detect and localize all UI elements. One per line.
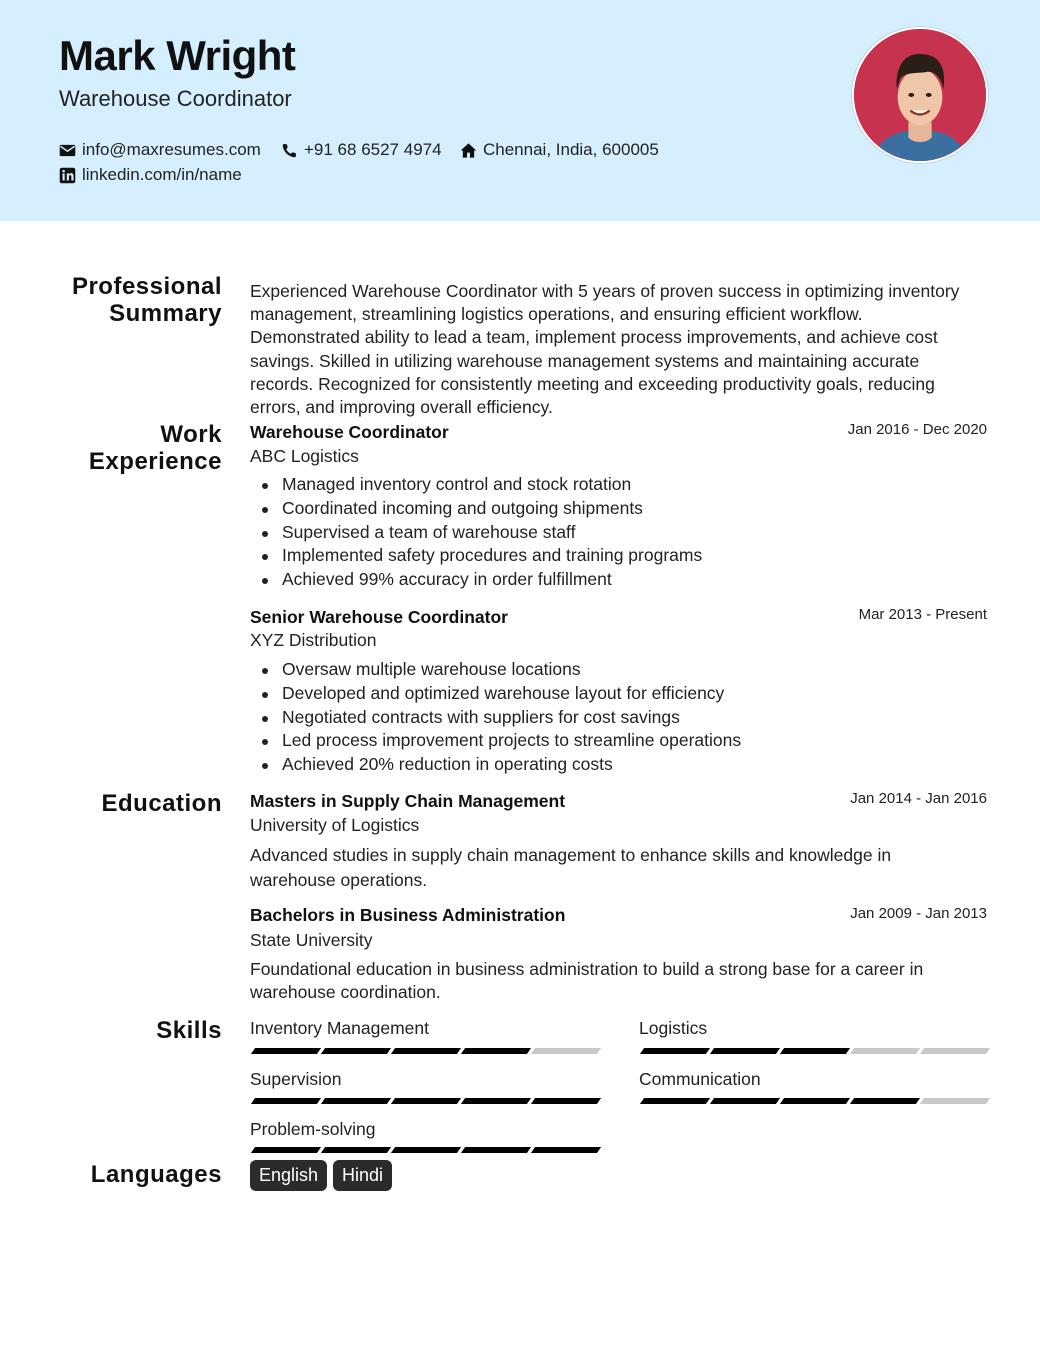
skill-segment-empty (920, 1048, 990, 1054)
job-title: Warehouse Coordinator (250, 422, 449, 442)
skill-name: Communication (639, 1069, 761, 1089)
experience-section-title (89, 421, 222, 475)
skill-segment-filled (780, 1048, 850, 1054)
skill-name: Logistics (639, 1018, 708, 1038)
list-item: Negotiated contracts with suppliers for cost savings (282, 706, 741, 730)
skill-segment-filled (321, 1098, 391, 1104)
experience-title-line: Work (160, 421, 222, 448)
skill-segment-filled (391, 1098, 461, 1104)
list-item: Managed inventory control and stock rotation (282, 473, 702, 497)
list-item: Achieved 20% reduction in operating costs (282, 753, 741, 777)
skill-name: Problem-solving (250, 1119, 376, 1139)
skill-segment-filled (461, 1048, 531, 1054)
skill-segment-filled (251, 1048, 321, 1054)
experience-title-line: Experience (88, 448, 222, 475)
description-line: Foundational education in business administration to build a strong base for a career in (250, 959, 924, 979)
summary-line: Demonstrated ability to lead a team, implement process improvements, and achieve cost (250, 327, 938, 348)
skill-segment-filled (251, 1147, 321, 1153)
summary-line: savings. Skilled in utilizing warehouse management systems and maintaining accurate (250, 350, 920, 371)
skill-segment-filled (780, 1098, 850, 1104)
skill-level-bar (253, 1048, 599, 1054)
education-dates: Jan 2014 - Jan 2016 (850, 790, 987, 807)
list-item: Oversaw multiple warehouse locations (282, 658, 741, 682)
skill-segment-empty (531, 1048, 601, 1054)
linkedin-text: linkedin.com/in/name (82, 165, 242, 184)
candidate-name: Mark Wright (59, 32, 296, 79)
skill-segment-empty (850, 1048, 920, 1054)
list-item: Led process improvement projects to streamline operations (282, 729, 741, 753)
school-name: University of Logistics (250, 815, 420, 835)
summary-title-line: Summary (109, 300, 222, 327)
job-title: Senior Warehouse Coordinator (250, 607, 508, 627)
location-text: Chennai, India, 600005 (483, 140, 659, 159)
skill-segment-filled (850, 1098, 920, 1104)
skill-segment-empty (920, 1098, 990, 1104)
candidate-role: Warehouse Coordinator (59, 86, 292, 111)
skill-segment-filled (531, 1147, 601, 1153)
languages-section-title: Languages (90, 1161, 222, 1188)
profile-photo (852, 27, 988, 163)
list-item: Implemented safety procedures and training programs (282, 544, 702, 568)
summary-title-line: Professional (71, 273, 222, 300)
skill-segment-filled (321, 1048, 391, 1054)
skill-segment-filled (321, 1147, 391, 1153)
skill-segment-filled (531, 1098, 601, 1104)
summary-line: records. Recognized for consistently meeting and exceeding productivity goals, reducing (250, 373, 935, 394)
resume-header (0, 0, 1040, 221)
skill-segment-filled (461, 1147, 531, 1153)
job-company: XYZ Distribution (250, 630, 377, 650)
summary-line: management, streamlining logistics operations, and ensuring efficient workflow. (250, 304, 863, 325)
summary-line: Experienced Warehouse Coordinator with 5 years of proven success in optimizing inventory (250, 281, 960, 301)
education-description (250, 843, 990, 893)
skill-segment-filled (461, 1098, 531, 1104)
education-description (250, 958, 990, 1004)
degree-title: Masters in Supply Chain Management (250, 791, 566, 811)
skill-segment-filled (391, 1048, 461, 1054)
job-dates: Jan 2016 - Dec 2020 (847, 421, 987, 438)
list-item: Supervised a team of warehouse staff (282, 521, 702, 545)
skill-segment-filled (710, 1098, 780, 1104)
language-tag: Hindi (333, 1160, 392, 1191)
degree-title: Bachelors in Business Administration (250, 905, 566, 925)
job-bullets (282, 473, 702, 592)
person-avatar-icon (854, 29, 986, 161)
education-dates: Jan 2009 - Jan 2013 (850, 905, 987, 922)
list-item: Developed and optimized warehouse layout for efficiency (282, 682, 741, 706)
summary-line: errors, and improving overall efficiency. (250, 397, 553, 418)
contact-linkedin[interactable] (59, 165, 242, 185)
skill-segment-filled (640, 1098, 710, 1104)
envelope-icon (59, 142, 76, 159)
home-icon (460, 142, 477, 159)
list-item: Coordinated incoming and outgoing shipments (282, 497, 702, 521)
summary-text (250, 280, 990, 419)
skill-level-bar (253, 1098, 599, 1104)
job-company: ABC Logistics (250, 446, 359, 466)
contact-phone[interactable] (281, 140, 442, 160)
language-tag: English (250, 1160, 327, 1191)
description-line: warehouse coordination. (250, 982, 441, 1003)
phone-text: +91 68 6527 4974 (304, 140, 442, 159)
description-line: warehouse operations. (250, 870, 428, 890)
linkedin-icon (59, 167, 76, 184)
skill-level-bar (642, 1098, 988, 1104)
job-bullets (282, 658, 741, 777)
skill-segment-filled (640, 1048, 710, 1054)
contact-location (460, 140, 659, 160)
email-text: info@maxresumes.com (82, 140, 261, 159)
skill-level-bar (253, 1147, 599, 1153)
school-name: State University (250, 930, 373, 950)
skill-segment-filled (710, 1048, 780, 1054)
job-dates: Mar 2013 - Present (858, 606, 987, 623)
contact-email[interactable] (59, 140, 261, 160)
skill-name: Inventory Management (250, 1018, 429, 1038)
skill-segment-filled (251, 1098, 321, 1104)
skills-section-title: Skills (156, 1017, 222, 1044)
phone-icon (281, 142, 298, 159)
skill-name: Supervision (250, 1069, 342, 1089)
skill-level-bar (642, 1048, 988, 1054)
education-section-title: Education (101, 790, 222, 817)
skill-segment-filled (391, 1147, 461, 1153)
description-line: Advanced studies in supply chain management to enhance skills and knowledge in (250, 845, 892, 865)
summary-section-title (72, 273, 222, 327)
list-item: Achieved 99% accuracy in order fulfillment (282, 568, 702, 592)
